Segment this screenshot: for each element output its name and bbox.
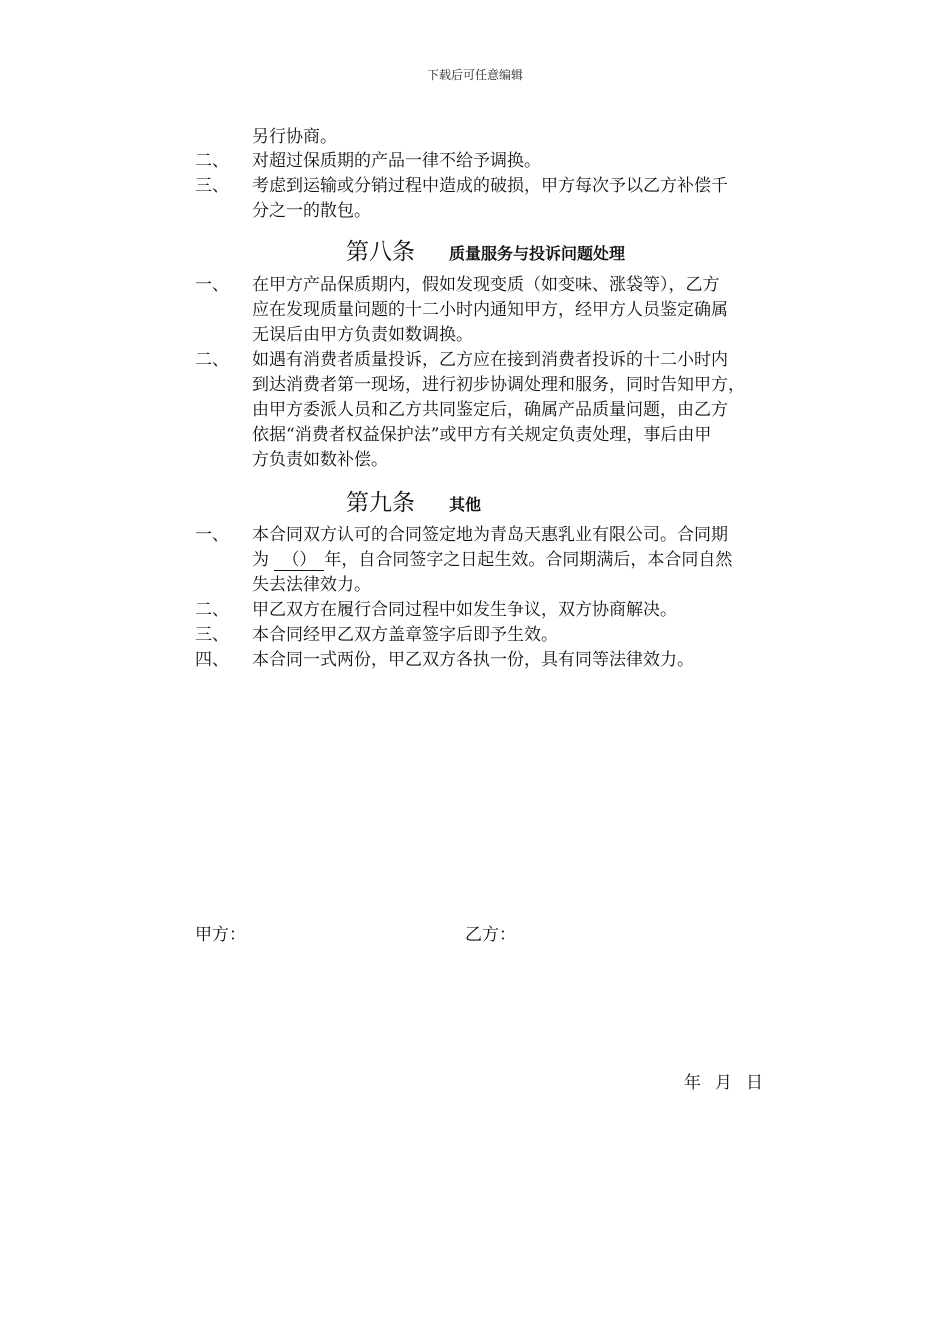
clause-text: 依据“消费者权益保护法”或甲方有关规定负责处理，事后由甲 xyxy=(252,425,712,445)
clause-text: 本合同一式两份，甲乙双方各执一份，具有同等法律效力。 xyxy=(252,650,694,670)
clause-number: 一、 xyxy=(195,275,229,295)
clause-text: 本合同双方认可的合同签定地为青岛天惠乳业有限公司。合同期 xyxy=(252,525,728,545)
clause-text: 甲乙双方在履行合同过程中如发生争议，双方协商解决。 xyxy=(252,600,677,620)
term-suffix: 年，自合同签字之日起生效。合同期满后，本合同自然 xyxy=(324,550,733,570)
clause-text-term xyxy=(252,548,732,572)
clause-number: 一、 xyxy=(195,525,229,545)
article-8-heading xyxy=(346,233,625,266)
clause-number: 二、 xyxy=(195,350,229,370)
clause-text: 方负责如数补偿。 xyxy=(252,450,388,470)
party-a-label: 甲方： xyxy=(195,925,246,945)
clause-text: 在甲方产品保质期内，假如发现变质（如变味、涨袋等），乙方 xyxy=(252,275,720,295)
date-month: 月 xyxy=(715,1073,732,1093)
clause-text: 到达消费者第一现场，进行初步协调处理和服务，同时告知甲方， xyxy=(252,375,745,395)
clause-number: 二、 xyxy=(195,151,229,171)
date-day: 日 xyxy=(746,1073,763,1093)
article-number: 第八条 xyxy=(346,239,415,265)
clause-number: 三、 xyxy=(195,176,229,196)
clause-continuation: 另行协商。 xyxy=(252,127,337,147)
clause-text: 本合同经甲乙双方盖章签字后即予生效。 xyxy=(252,625,558,645)
article-9-heading xyxy=(346,484,481,517)
clause-text: 无误后由甲方负责如数调换。 xyxy=(252,325,473,345)
article-title: 质量服务与投诉问题处理 xyxy=(449,244,626,263)
clause-text: 应在发现质量问题的十二小时内通知甲方，经甲方人员鉴定确属 xyxy=(252,300,728,320)
page-header: 下载后可任意编辑 xyxy=(426,68,523,82)
clause-number: 三、 xyxy=(195,625,229,645)
signature-date xyxy=(684,1071,777,1095)
clause-text: 由甲方委派人员和乙方共同鉴定后，确属产品质量问题，由乙方 xyxy=(252,400,728,420)
clause-text: 对超过保质期的产品一律不给予调换。 xyxy=(252,151,541,171)
date-year: 年 xyxy=(684,1073,701,1093)
term-prefix: 为 xyxy=(252,550,269,570)
article-number: 第九条 xyxy=(346,490,415,516)
clause-text: 失去法律效力。 xyxy=(252,575,371,595)
party-b-label: 乙方： xyxy=(465,925,516,945)
clause-number: 二、 xyxy=(195,600,229,620)
term-blank: （） xyxy=(274,550,324,571)
clause-number: 四、 xyxy=(195,650,229,670)
clause-text: 考虑到运输或分销过程中造成的破损，甲方每次予以乙方补偿千 xyxy=(252,176,728,196)
clause-text: 分之一的散包。 xyxy=(252,201,371,221)
clause-text: 如遇有消费者质量投诉，乙方应在接到消费者投诉的十二小时内 xyxy=(252,350,728,370)
article-title: 其他 xyxy=(449,495,482,514)
